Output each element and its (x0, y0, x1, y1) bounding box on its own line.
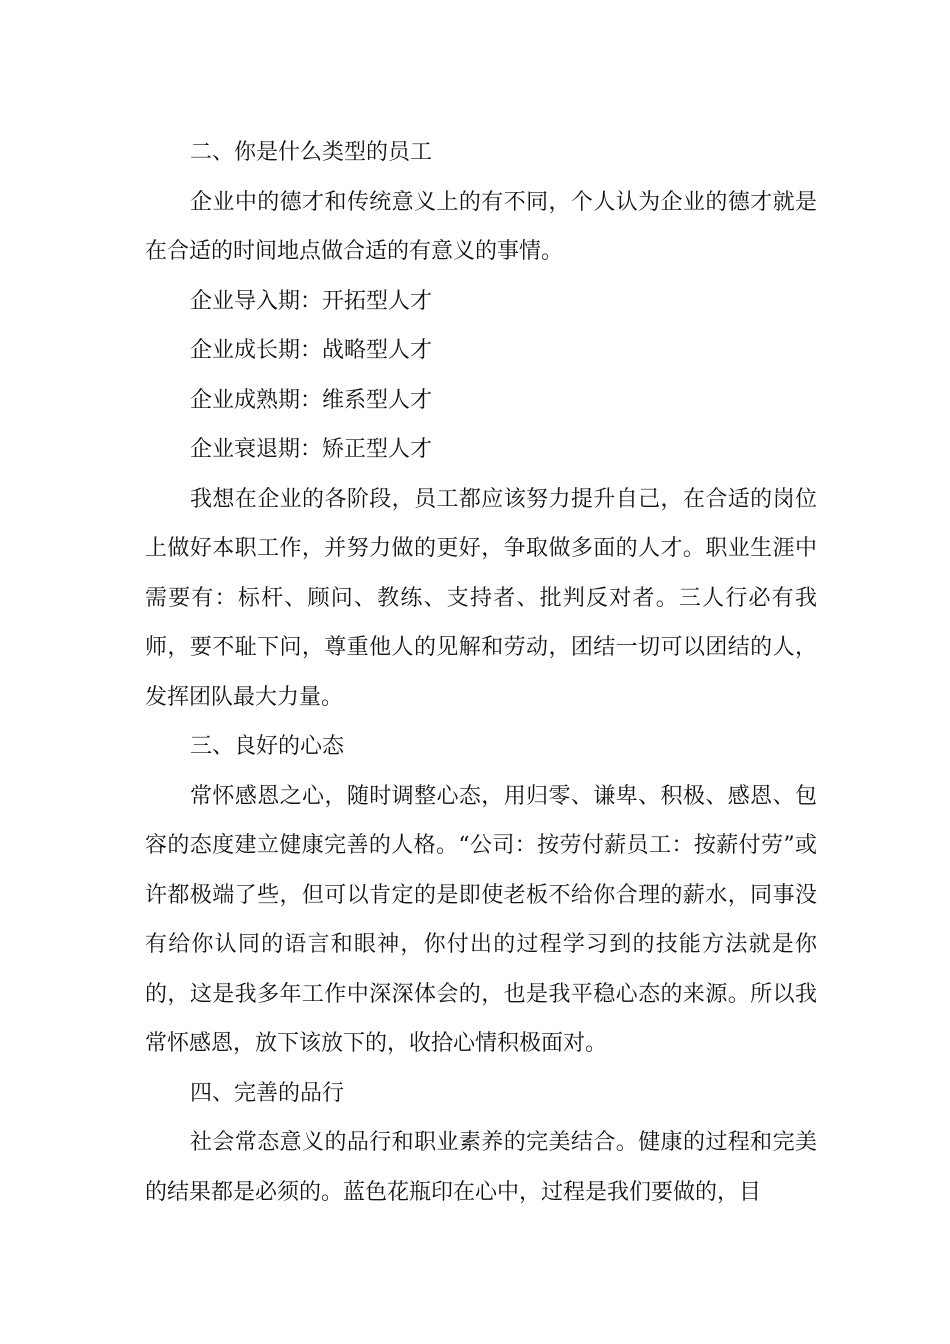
list-item-intro-stage: 企业导入期：开拓型人才 (190, 288, 433, 314)
section-heading-employee-type: 二、你是什么类型的员工 (190, 140, 433, 165)
list-item-mature-stage: 企业成熟期：维系型人才 (190, 387, 433, 413)
paragraph-self-improvement: 我想在企业的各阶段，员工都应该努力提升自己，在合适的岗位上做好本职工作，并努力做的更好，争取做多面的人才。职业生涯中需要有：标杆、顾问、教练、支持者、批判反对者。三人行必有我师，要不耻下问，尊重他人的见解和劳动，团结一切可以团结的人，发挥团队最大力量。 (145, 486, 817, 710)
paragraph-talent-definition: 企业中的德才和传统意义上的有不同，个人认为企业的德才就是在合适的时间地点做合适的有意义的事情。 (145, 189, 817, 264)
list-item-growth-stage: 企业成长期：战略型人才 (190, 338, 433, 363)
paragraph-gratitude: 常怀感恩之心，随时调整心态，用归零、谦卑、积极、感恩、包容的态度建立健康完善的人格。“公司：按劳付薪员工：按薪付劳”或许都极端了些，但可以肯定的是即使老板不给你合理的薪水，同事没有给你认同的语言和眼神，你付出的过程学习到的技能方法就是你的，这是我多年工作中深深体会的，也是我平稳心态的来源。所以我常怀感恩，放下该放下的，收拾心情积极面对。 (145, 783, 817, 1056)
section-heading-conduct: 四、完善的品行 (190, 1080, 345, 1106)
section-heading-mindset: 三、良好的心态 (190, 734, 345, 759)
list-item-decline-stage: 企业衰退期：矫正型人才 (190, 437, 433, 462)
paragraph-professionalism: 社会常态意义的品行和职业素养的完美结合。健康的过程和完美的结果都是必须的。蓝色花瓶印在心中，过程是我们要做的，目 (145, 1130, 817, 1205)
document-body (145, 128, 817, 1217)
